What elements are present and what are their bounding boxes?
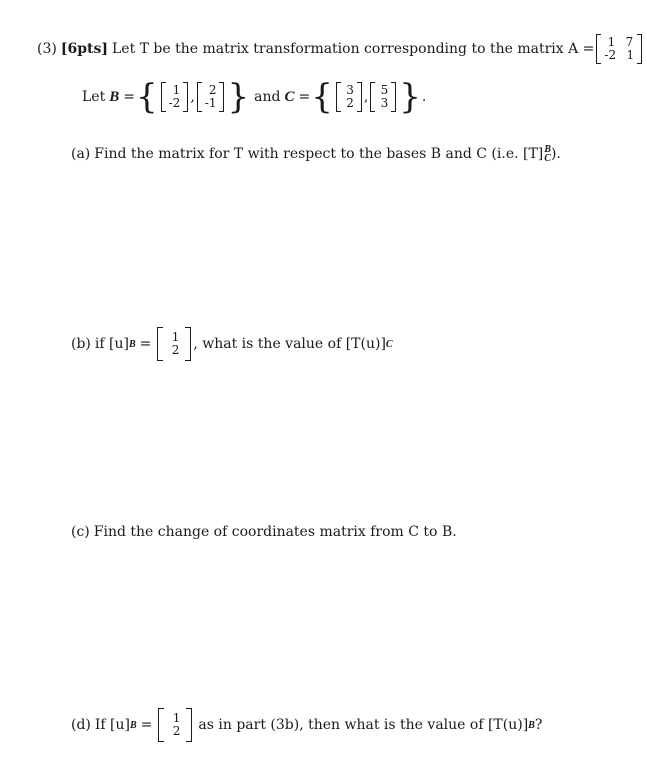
equals-sign: =	[140, 717, 153, 733]
period: .	[421, 89, 427, 105]
matrix-A: 1 7 -2 1	[596, 34, 642, 64]
equals-sign: =	[139, 336, 152, 352]
part-a-end: ).	[550, 146, 561, 162]
and-word: and	[254, 89, 281, 105]
part-b	[71, 327, 393, 361]
problem-intro: Let T be the matrix transformation corresponding to the matrix A =	[111, 41, 595, 57]
part-a	[71, 145, 561, 163]
part-d	[71, 708, 542, 742]
basis-B-vector-1: 1 -2	[161, 82, 189, 112]
part-c	[71, 524, 457, 540]
part-c-label: (c)	[71, 524, 90, 540]
close-brace: }	[227, 77, 250, 117]
part-d-end: ?	[534, 717, 543, 733]
basis-C-symbol: C	[284, 88, 295, 105]
comma: ,	[190, 89, 195, 105]
part-d-text-post: as in part (3b), then what is the value of [T(u)]	[198, 717, 529, 733]
open-brace: {	[311, 77, 333, 117]
equals-sign: =	[298, 89, 311, 105]
part-d-text-pre: If [u]	[94, 717, 130, 733]
part-c-text: Find the change of coordinates matrix from C to B.	[93, 524, 457, 540]
problem-statement	[37, 34, 644, 64]
bases-definition	[82, 77, 427, 117]
problem-points: [6pts]	[60, 41, 108, 57]
basis-C-vector-2: 5 3	[370, 82, 396, 112]
part-a-label: (a)	[71, 146, 91, 162]
part-d-subscript-2: B	[528, 719, 535, 731]
basis-B-vector-2: 2 -1	[197, 82, 225, 112]
close-brace: }	[399, 77, 421, 117]
part-d-vector: 1 2	[158, 708, 192, 742]
basis-B-symbol: B	[109, 88, 120, 105]
part-b-text-post: , what is the value of [T(u)]	[193, 336, 386, 352]
part-d-label: (d)	[71, 717, 91, 733]
part-b-subscript: B	[128, 338, 136, 350]
equals-sign: =	[123, 89, 135, 105]
part-b-label: (b)	[71, 336, 91, 352]
part-b-text-pre: if [u]	[94, 336, 129, 352]
let-word: Let	[82, 89, 106, 105]
comma: ,	[363, 89, 369, 105]
part-d-subscript: B	[130, 719, 137, 731]
part-b-vector: 1 2	[157, 327, 191, 361]
part-a-text: Find the matrix for T with respect to the bases B and C (i.e. [T]	[94, 146, 544, 162]
part-b-subscript-2: C	[385, 338, 393, 350]
open-brace: {	[135, 77, 158, 117]
problem-number: (3)	[37, 41, 57, 57]
part-a-superscript-subscript: B C	[544, 144, 551, 164]
basis-C-vector-1: 3 2	[336, 82, 362, 112]
